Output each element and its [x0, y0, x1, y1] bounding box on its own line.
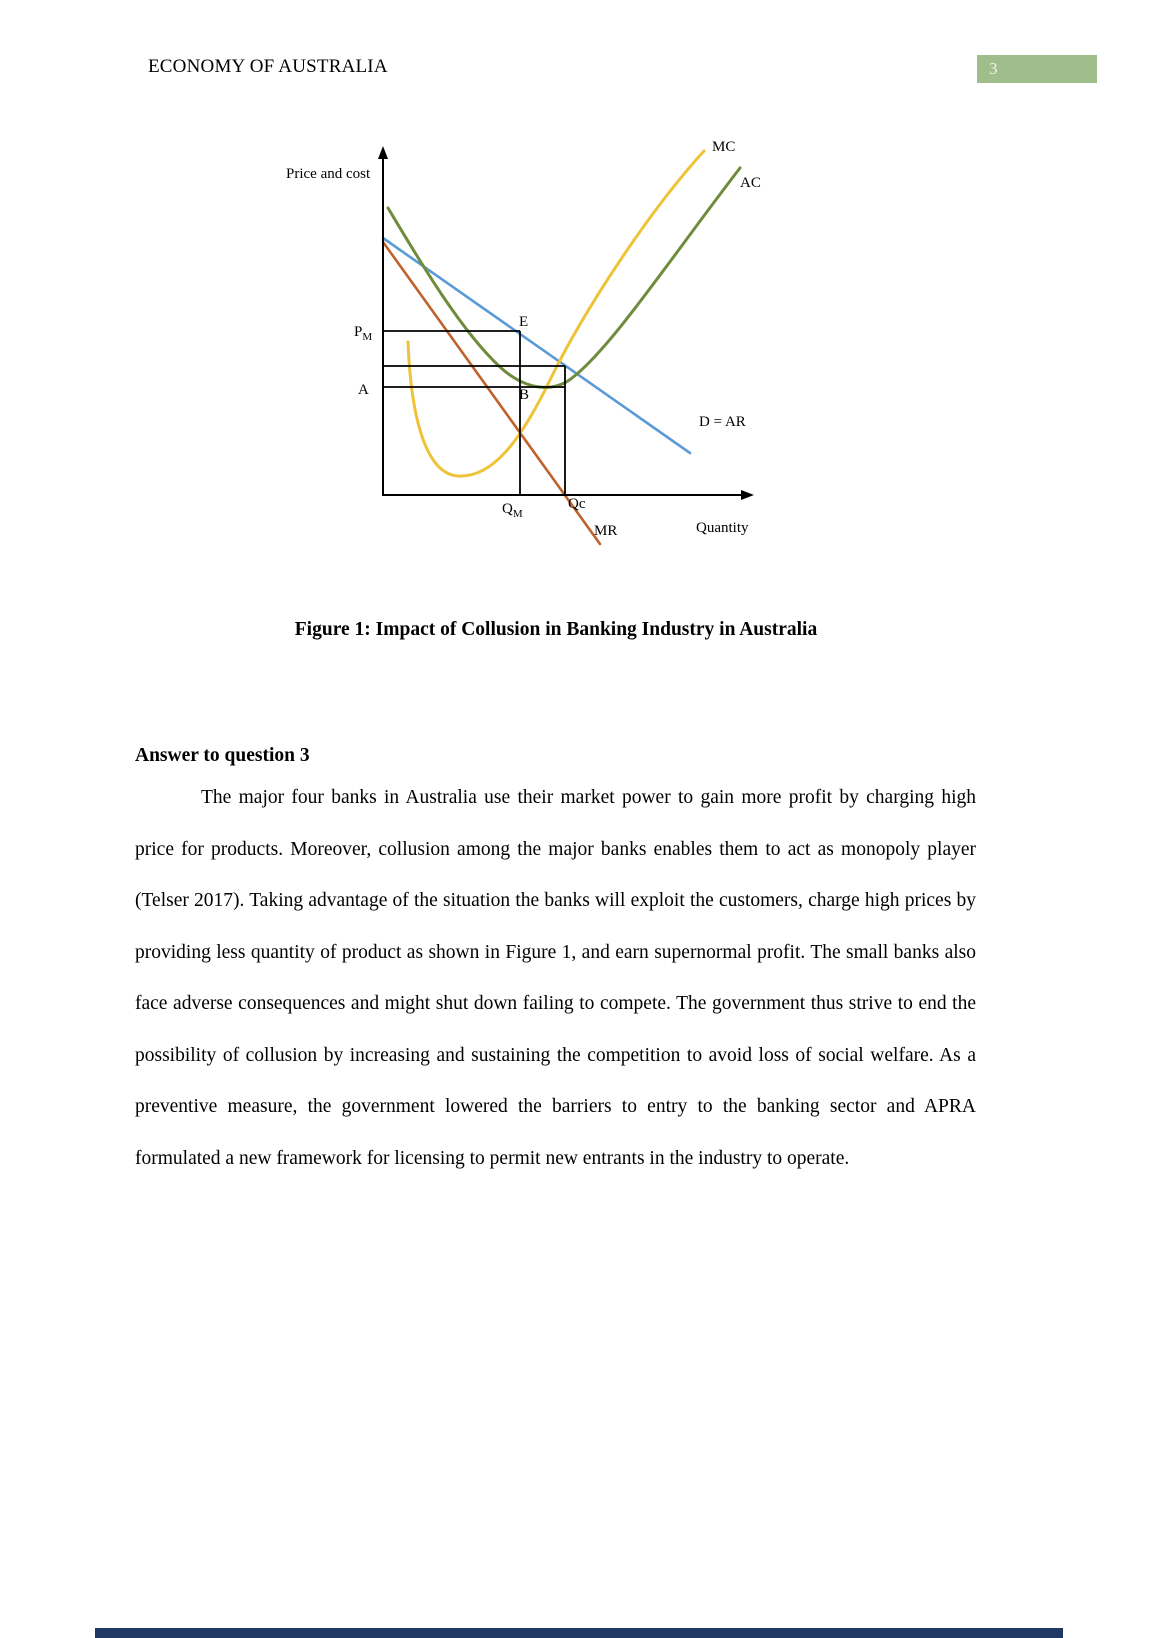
x-axis-arrow-icon [741, 490, 754, 500]
mr-curve-label: MR [594, 523, 618, 539]
y-axis-arrow-icon [378, 146, 388, 159]
pm-point-label [354, 324, 372, 343]
running-head: ECONOMY OF AUSTRALIA [148, 56, 388, 77]
demand-curve [383, 238, 690, 453]
mc-curve [408, 151, 704, 476]
qm-base: Q [502, 501, 513, 517]
pm-subscript: M [362, 331, 373, 343]
x-axis-label: Quantity [696, 520, 749, 536]
qc-point-label: Qc [568, 496, 586, 512]
e-point-label: E [519, 314, 529, 330]
page-number: 3 [989, 59, 998, 78]
qm-point-label [502, 501, 523, 520]
pm-base: P [354, 324, 363, 340]
a-point-label: A [358, 382, 369, 398]
figure-1 [278, 126, 790, 578]
collusion-diagram [278, 126, 790, 578]
ac-curve-label: AC [740, 175, 761, 191]
mc-curve-label: MC [712, 139, 736, 155]
demand-curve-label: D = AR [699, 414, 746, 430]
page-number-badge [977, 55, 1097, 83]
figure-caption: Figure 1: Impact of Collusion in Banking Industry in Australia [294, 619, 818, 640]
b-point-label: B [519, 387, 530, 403]
body-paragraph: The major four banks in Australia use their market power to gain more profit by charging high price for products. Moreover, collusion among the major banks enables them to act as monopoly player (Telser 2017). Taking advantage of the situation the banks will exploit the customers, charge high prices by providing less quantity of product as shown in Figure 1, and earn supernormal profit. The small banks also face adverse consequences and might shut down failing to compete. The government thus strive to end the possibility of collusion by increasing and sustaining the competition to avoid loss of social welfare. As a preventive measure, the government lowered the barriers to entry to the banking sector and APRA formulated a new framework for licensing to permit new entrants in the industry to operate. [135, 787, 976, 1169]
qm-subscript: M [512, 508, 523, 520]
footer-bar [95, 1628, 1063, 1638]
y-axis-label: Price and cost [286, 166, 371, 182]
section-heading: Answer to question 3 [135, 745, 310, 766]
